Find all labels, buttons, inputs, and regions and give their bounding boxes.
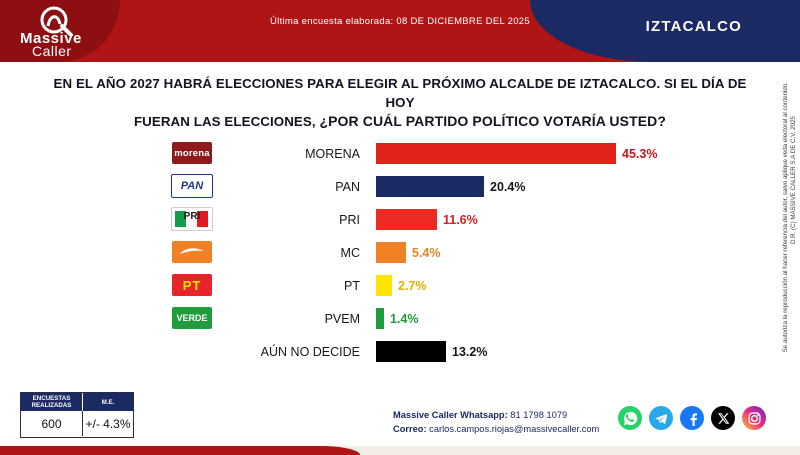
facebook-icon[interactable] <box>680 406 704 430</box>
telegram-icon[interactable] <box>649 406 673 430</box>
bar-value-pri: 11.6% <box>443 212 478 227</box>
sample-size-table <box>20 392 134 438</box>
pt-logo-icon <box>172 274 212 296</box>
bar-wrap-morena <box>376 138 780 169</box>
chart-row <box>170 237 780 268</box>
party-logo-none <box>170 338 214 364</box>
party-logo-pri <box>170 206 214 232</box>
whatsapp-icon[interactable] <box>618 406 642 430</box>
contact-email-value: carlos.campos.riojas@massivecaller.com <box>429 424 600 434</box>
mc-bird-icon <box>177 245 207 259</box>
bar-pan <box>376 176 484 197</box>
bar-value-pt: 2.7% <box>398 278 427 293</box>
bar-undecided <box>376 341 446 362</box>
poll-question <box>40 74 760 131</box>
party-label-morena: MORENA <box>305 146 360 161</box>
party-logo-mc <box>170 239 214 265</box>
instagram-icon[interactable] <box>742 406 766 430</box>
poll-question-line2-strong: ¿POR CUÁL PARTIDO POLÍTICO VOTARÍA USTED? <box>319 113 667 129</box>
contact-whatsapp-line <box>393 408 653 422</box>
party-logo-morena <box>170 140 214 166</box>
footer-strip-accent <box>0 446 360 455</box>
side-legal-text <box>782 72 798 392</box>
bar-wrap-mc <box>376 237 780 268</box>
mc-logo-icon <box>172 241 212 263</box>
poll-question-line2-normal: FUERAN LAS ELECCIONES, <box>133 114 320 129</box>
bar-value-mc: 5.4% <box>412 245 441 260</box>
poll-question-line1: EN EL AÑO 2027 HABRÁ ELECCIONES PARA ELEGIR AL PRÓXIMO ALCALDE DE IZTACALCO. SI EL DÍA DE HOY <box>53 76 747 110</box>
brand-block <box>12 4 122 60</box>
sample-value-surveys: 600 <box>21 411 83 436</box>
party-label-pvem: PVEM <box>324 311 360 326</box>
sample-value-margin: +/- 4.3% <box>85 416 131 431</box>
city-label: IZTACALCO <box>645 18 742 35</box>
bar-wrap-pvem <box>376 303 780 334</box>
bar-value-undecided: 13.2% <box>452 344 488 359</box>
bar-pri <box>376 209 437 230</box>
party-label-pri: PRI <box>339 212 360 227</box>
bar-pt <box>376 275 392 296</box>
contact-email-line <box>393 422 653 436</box>
bar-wrap-undecided <box>376 336 780 367</box>
pvem-logo-text: VERDE <box>176 313 208 323</box>
x-icon[interactable] <box>711 406 735 430</box>
bar-morena <box>376 143 616 164</box>
pvem-logo-icon <box>172 307 212 329</box>
bar-value-pvem: 1.4% <box>390 311 419 326</box>
sample-table-row <box>21 411 133 436</box>
party-logo-pvem <box>170 305 214 331</box>
party-label-pan: PAN <box>335 179 360 194</box>
sample-header-margin: M.E. <box>101 398 115 406</box>
brand-name-line1: Massive <box>20 30 82 47</box>
bar-wrap-pan <box>376 171 780 202</box>
sample-header-surveys: ENCUESTAS REALIZADAS <box>21 393 83 411</box>
party-label-pt: PT <box>344 278 360 293</box>
bar-wrap-pri <box>376 204 780 235</box>
survey-date: Última encuesta elaborada: 08 DE DICIEMBRE DEL 2025 <box>270 16 530 27</box>
party-logo-pan <box>170 173 214 199</box>
morena-logo-text: morena <box>174 147 210 159</box>
pt-logo-text: PT <box>182 277 202 293</box>
party-logo-pt <box>170 272 214 298</box>
chart-row <box>170 270 780 301</box>
chart-row <box>170 204 780 235</box>
chart-row <box>170 336 780 367</box>
brand-name-line2: Caller <box>32 43 72 59</box>
header-bar <box>0 0 800 62</box>
party-label-undecided: AÚN NO DECIDE <box>260 344 360 359</box>
bar-value-morena: 45.3% <box>622 146 658 161</box>
contact-whatsapp-label: Massive Caller Whatsapp: <box>393 410 508 420</box>
contact-email-label: Correo: <box>393 424 427 434</box>
party-label-mc: MC <box>340 245 360 260</box>
pri-logo-text: PRI <box>183 211 201 222</box>
copyright-text: D.R. (C) MASSIVE CALLER S.A DE C.V. 2025 <box>790 116 797 245</box>
chart-row <box>170 138 780 169</box>
chart-row <box>170 303 780 334</box>
morena-logo-icon <box>172 142 212 164</box>
chart-row <box>170 171 780 202</box>
social-links <box>618 404 784 432</box>
pri-logo-icon <box>171 207 213 231</box>
reproduction-notice: Se autoriza la reproducción al hacer referencia del autor, salvo aplique veda electoral al contenido. <box>782 82 789 353</box>
brand-name <box>20 32 82 58</box>
sample-table-header <box>21 393 133 411</box>
footer-strip <box>0 446 800 455</box>
bar-value-pan: 20.4% <box>490 179 526 194</box>
bar-wrap-pt <box>376 270 780 301</box>
contact-block <box>393 408 653 436</box>
bar-mc <box>376 242 406 263</box>
contact-whatsapp-value: 81 1798 1079 <box>510 410 568 420</box>
results-bar-chart <box>170 138 780 368</box>
pan-logo-icon <box>171 174 213 198</box>
pan-logo-text: PAN <box>180 180 204 192</box>
bar-pvem <box>376 308 384 329</box>
